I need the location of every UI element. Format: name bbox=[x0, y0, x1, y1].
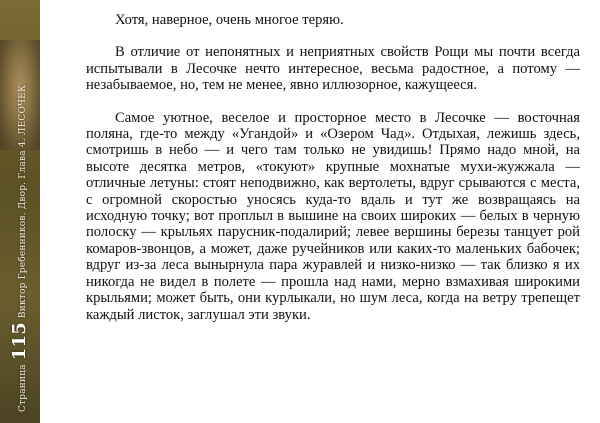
side-strip bbox=[0, 0, 40, 423]
paragraph: Хотя, наверное, очень многое теряю. bbox=[115, 12, 344, 28]
running-header: Виктор Гребенников. Двор. Глава 4. ЛЕСОЧЕК bbox=[18, 84, 28, 319]
side-text-line bbox=[11, 12, 29, 412]
page-label: Страница bbox=[18, 364, 28, 412]
page-number: 115 bbox=[9, 322, 30, 361]
side-running-header bbox=[0, 0, 40, 423]
page-body bbox=[86, 12, 580, 339]
paragraph: В отличие от непонятных и неприятных свойств Рощи мы почти всегда испытывали в Лесочке нечто интересное, весьма радостное, а потому — незабываемое, но, тем не менее, явно иллюзорное, кажущееся. bbox=[86, 44, 580, 94]
paragraph: Самое уютное, веселое и просторное место в Лесочке — восточная поляна, где-то между «Угандой» и «Озером Чад». Отдыхая, лежишь здесь, смотришь в небо — и чего там только не увидишь! Прямо надо мной, на высоте десятка метров, «токуют» крупные мохнатые мухи-жужжала — отличные летуны: стоят неподвижно, как вертолеты, вдруг срываются с места, с огромной скоростью уносясь куда-то вдаль и тут же возвращаясь на исходную точку; вот проплыл в вышине на своих широких — белых в черную полоску — крыльях парусник-подалирий; левее вершины березы танцует рой комаров-звонцов, а может, даже ручейников или каких-то маленьких бабочек; вдруг из-за леса вынырнула пара журавлей и низко-низко — так близко я их никогда не видел в полете — прошла над нами, мерно взмахивая широкими крыльями; может быть, они курлыкали, но шум леса, когда на ветру трепещет каждый листок, заглушал эти звуки. bbox=[86, 109, 580, 323]
